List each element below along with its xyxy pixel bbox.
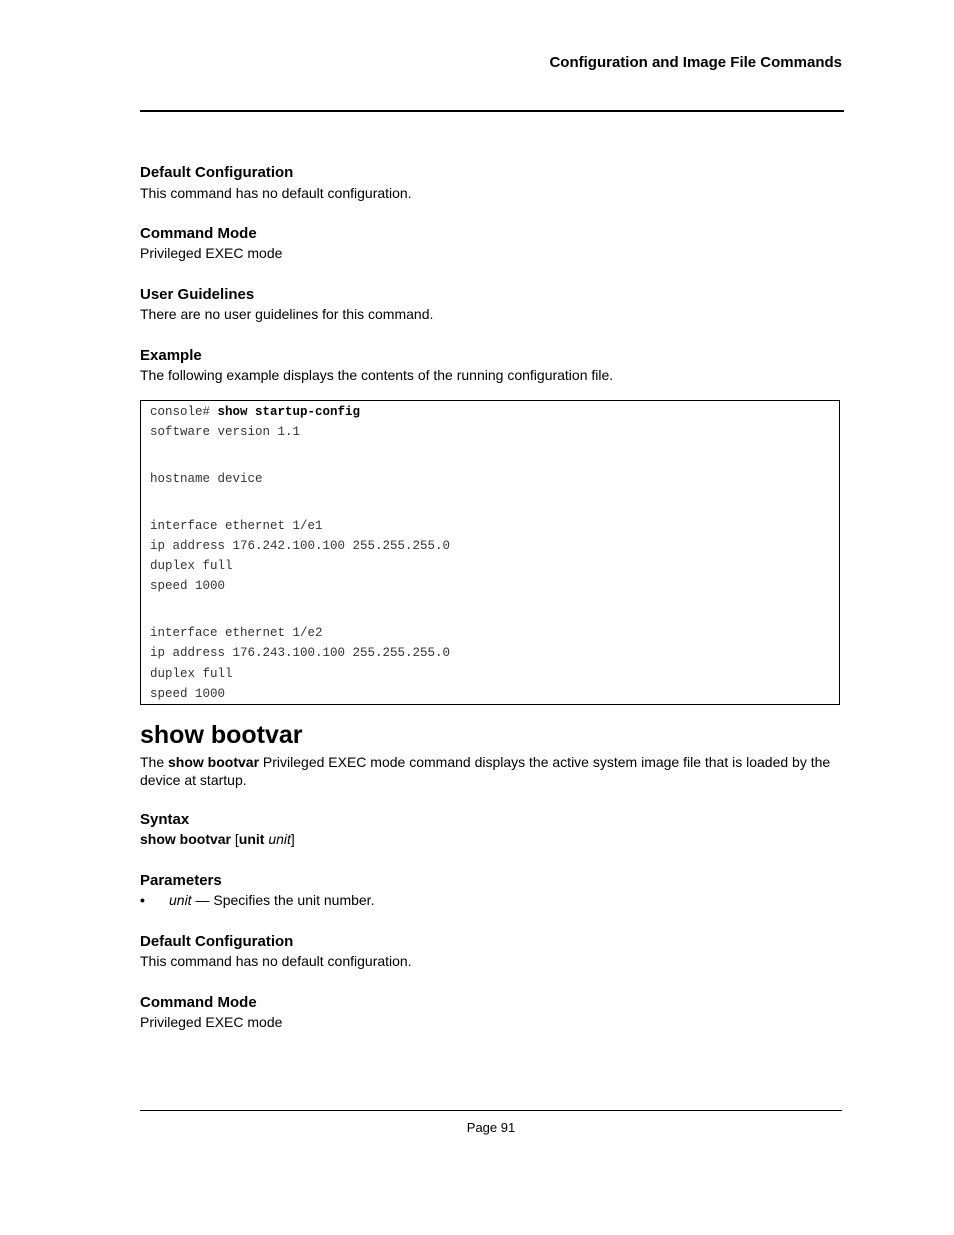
syntax-close-bracket: ] xyxy=(290,831,295,847)
code-line: software version 1.1 xyxy=(150,425,301,439)
page-number: Page 91 xyxy=(466,1120,516,1135)
syntax-param: unit xyxy=(268,831,291,847)
syntax-command: show bootvar xyxy=(140,831,232,847)
code-line: hostname device xyxy=(150,472,263,486)
default-config-heading: Default Configuration xyxy=(140,164,294,181)
code-line: duplex full xyxy=(150,559,233,573)
code-example-box xyxy=(140,400,840,705)
user-guidelines-text: There are no user guidelines for this command. xyxy=(140,306,434,322)
syntax-open-bracket: [ xyxy=(231,831,239,847)
default-config-heading-2: Default Configuration xyxy=(140,933,294,950)
example-heading: Example xyxy=(140,347,202,364)
command-mode-heading-2: Command Mode xyxy=(140,994,257,1011)
code-line: interface ethernet 1/e2 xyxy=(150,626,323,640)
desc-rest: Privileged EXEC mode command displays the active system image file that is loaded by the device at startup. xyxy=(140,754,831,788)
code-prompt: console# xyxy=(150,405,218,419)
code-line-command xyxy=(150,404,360,420)
footer-rule xyxy=(140,1110,842,1111)
code-line: ip address 176.243.100.100 255.255.255.0 xyxy=(150,646,451,660)
code-line: speed 1000 xyxy=(150,579,226,593)
section-description xyxy=(140,753,842,789)
example-text: The following example displays the contents of the running configuration file. xyxy=(140,367,614,383)
bullet-icon: • xyxy=(140,892,145,908)
command-mode-text-2: Privileged EXEC mode xyxy=(140,1014,283,1030)
code-line: ip address 176.242.100.100 255.255.255.0 xyxy=(150,539,451,553)
syntax-line xyxy=(140,830,295,848)
desc-command: show bootvar xyxy=(168,754,260,770)
user-guidelines-heading: User Guidelines xyxy=(140,286,255,303)
section-title: show bootvar xyxy=(140,721,303,749)
parameter-text xyxy=(169,891,374,909)
parameters-heading: Parameters xyxy=(140,872,222,889)
running-header: Configuration and Image File Commands xyxy=(549,54,842,71)
default-config-text-2: This command has no default configuration. xyxy=(140,953,412,969)
code-command: show startup-config xyxy=(217,405,361,419)
parameter-desc: — Specifies the unit number. xyxy=(191,892,375,908)
header-rule xyxy=(140,110,844,112)
parameter-name: unit xyxy=(169,892,192,908)
syntax-keyword: unit xyxy=(238,831,265,847)
code-line: speed 1000 xyxy=(150,687,226,701)
syntax-heading: Syntax xyxy=(140,811,190,828)
command-mode-heading: Command Mode xyxy=(140,225,257,242)
default-config-text: This command has no default configuration. xyxy=(140,185,412,201)
code-line: duplex full xyxy=(150,667,233,681)
desc-prefix: The xyxy=(140,754,169,770)
code-line: interface ethernet 1/e1 xyxy=(150,519,323,533)
command-mode-text: Privileged EXEC mode xyxy=(140,245,283,261)
